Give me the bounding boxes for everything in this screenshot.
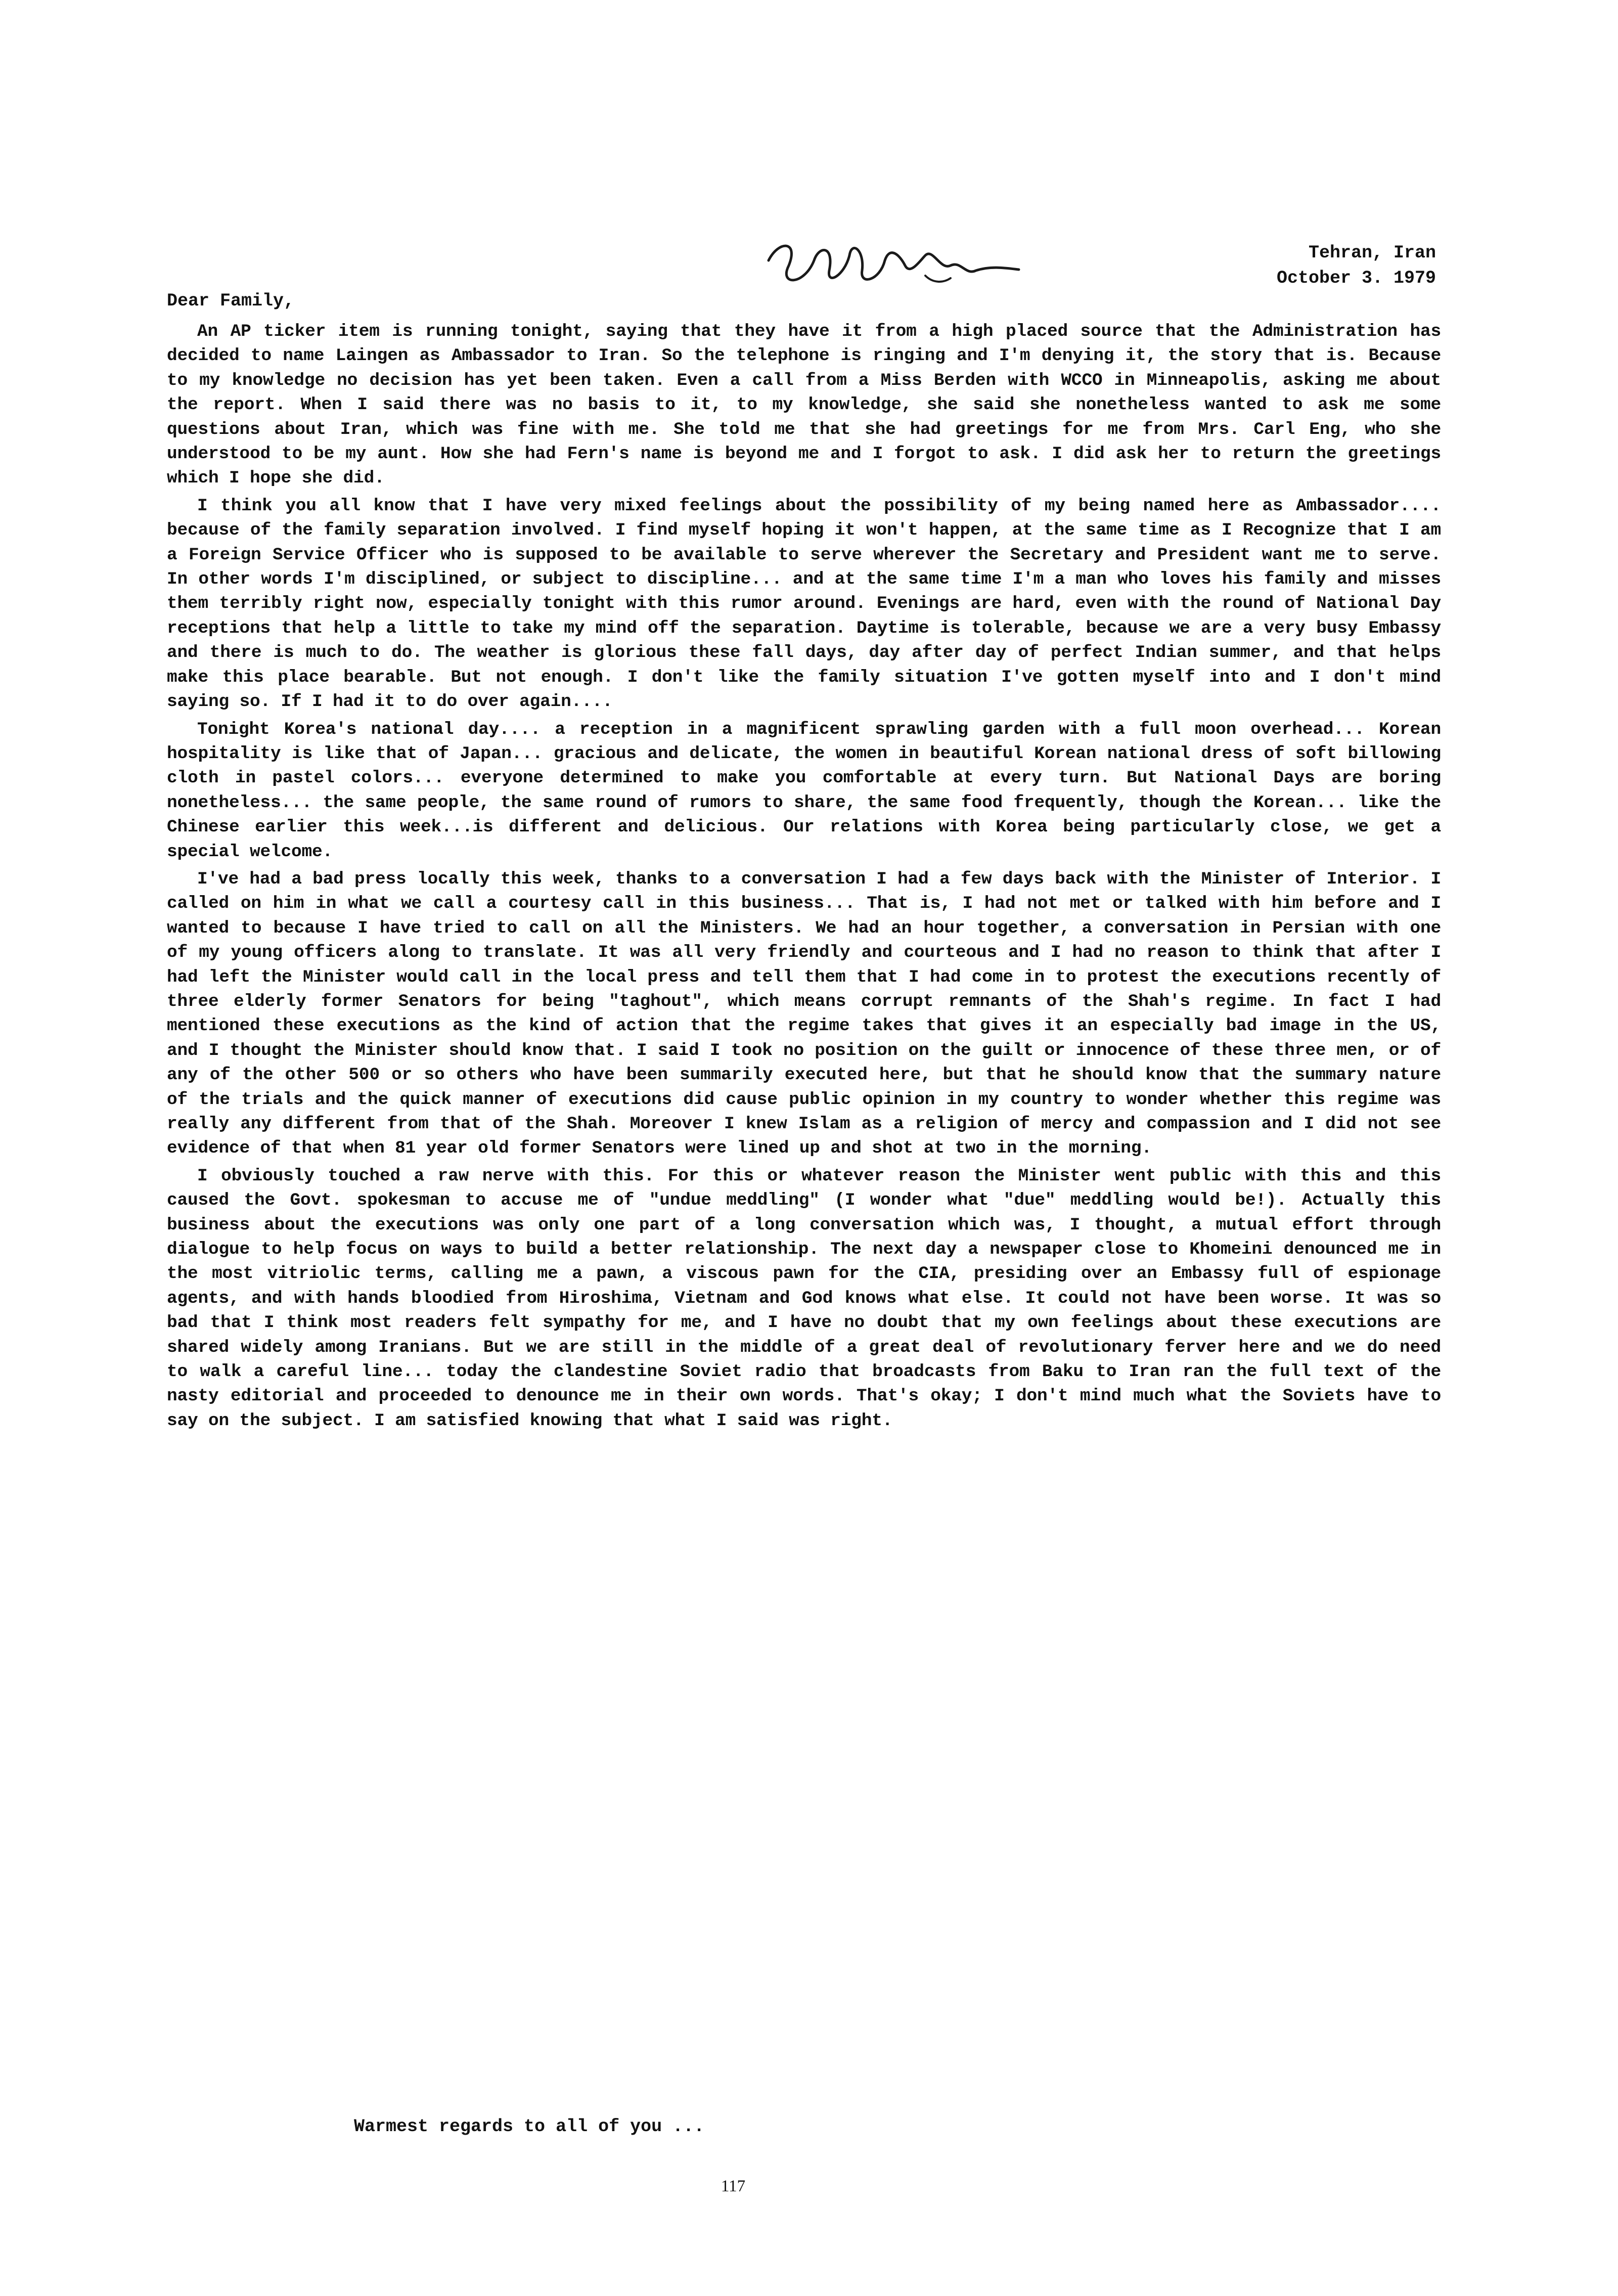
paragraph-bad-press: I've had a bad press locally this week, thanks to a conversation I had a few days back with the Minister of Interior. I called on him in what we call a courtesy call in this business... That is, I had not met or talked with him before and I wanted to because I have tried to call on all the Ministers. We had an hour together, a conversation in Persian with one of my young officers along to translate. It was all very friendly and courteous and I had no reason to think that after I had left the Minister would call in the local press and tell them that I had come in to protest the executions recently of three elderly former Senators for being "taghout", which means corrupt remnants of the Shah's regime. In fact I had mentioned these executions as the kind of action that the regime takes that gives it an especially bad image in the US, and I thought the Minister should know that. I said I took no position on the guilt or innocence of these three men, or of any of the other 500 or so others who have been summarily executed here, but that he should know that the summary nature of the trials and the quick manner of executions did cause public opinion in my country to wonder whether this regime was really any different from that of the Shah. Moreover I knew Islam as a religion of mercy and compassion and I did not see evidence of that when 81 year old former Senators were lined up and shot at two in the morning. xyxy=(167,869,1441,1159)
letter-body xyxy=(167,320,1441,2120)
closing: Warmest regards to all of you ... xyxy=(354,2116,705,2137)
letter-date: October 3. 1979 xyxy=(1276,268,1436,288)
handwritten-scrawl-icon xyxy=(758,230,1021,301)
letter-place: Tehran, Iran xyxy=(1308,243,1436,263)
paragraph-korea-national-day: Tonight Korea's national day.... a reception in a magnificent sprawling garden with a full moon overhead... Korean hospitality is like that of Japan... gracious and delicate, the women in beautiful Korean national dress of soft billowing cloth in pastel colors... everyone determined to make you comfortable at every turn. But National Days are boring nonetheless... the same people, the same round of rumors to share, the same food frequently, though the Korean... like the Chinese earlier this week...is different and delicious. Our relations with Korea being particularly close, we get a special welcome. xyxy=(167,719,1441,862)
paragraph-raw-nerve: I obviously touched a raw nerve with this. For this or whatever reason the Minister went public with this and this caused the Govt. spokesman to accuse me of "undue meddling" (I wonder what "due" meddling would be!). Actually this business about the executions was only one part of a long conversation which was, I thought, a mutual effort through dialogue to help focus on ways to build a better relationship. The next day a newspaper close to Khomeini denounced me in the most vitriolic terms, calling me a pawn, a viscous pawn for the CIA, presiding over an Embassy full of espionage agents, and with hands bloodied from Hiroshima, Vietnam and God knows what else. It could not have been worse. It was so bad that I think most readers felt sympathy for me, and I have no doubt that my own feelings about these executions are shared widely among Iranians. But we are still in the middle of a great deal of revolutionary ferver here and we do need to walk a careful line... today the clandestine Soviet radio that broadcasts from Baku to Iran ran the full text of the nasty editorial and proceeded to denounce me in their own words. That's okay; I don't mind much what the Soviets have to say on the subject. I am satisfied knowing that what I said was right. xyxy=(167,1166,1441,1431)
paragraph-mixed-feelings: I think you all know that I have very mixed feelings about the possibility of my being named here as Ambassador.... because of the family separation involved. I find myself hoping it won't happen, at the same time as I Recognize that I am a Foreign Service Officer who is supposed to be available to serve wherever the Secretary and President want me to serve. In other words I'm disciplined, or subject to discipline... and at the same time I'm a man who loves his family and misses them terribly right now, especially tonight with this rumor around. Evenings are hard, even with the round of National Day receptions that help a little to take my mind off the separation. Daytime is tolerable, because we are a very busy Embassy and there is much to do. The weather is glorious these fall days, day after day of perfect Indian summer, and that helps make this place bearable. But not enough. I don't like the family situation I've gotten myself into and I don't mind saying so. If I had it to do over again.... xyxy=(167,496,1441,712)
paragraph-ap-ticker: An AP ticker item is running tonight, saying that they have it from a high placed source that the Administration has decided to name Laingen as Ambassador to Iran. So the telephone is ringing and I'm denying it, the story that is. Because to my knowledge no decision has yet been taken. Even a call from a Miss Berden with WCCO in Minneapolis, asking me about the report. When I said there was no basis to it, to my knowledge, she said she nonetheless wanted to ask me some questions about Iran, which was fine with me. She told me that she had greetings for me from Mrs. Carl Eng, who she understood to be my aunt. How she had Fern's name is beyond me and I forgot to ask. I did ask her to return the greetings which I hope she did. xyxy=(167,322,1441,489)
page-number: 117 xyxy=(721,2177,746,2195)
salutation: Dear Family, xyxy=(167,291,295,311)
handwritten-annotation xyxy=(758,230,1021,301)
